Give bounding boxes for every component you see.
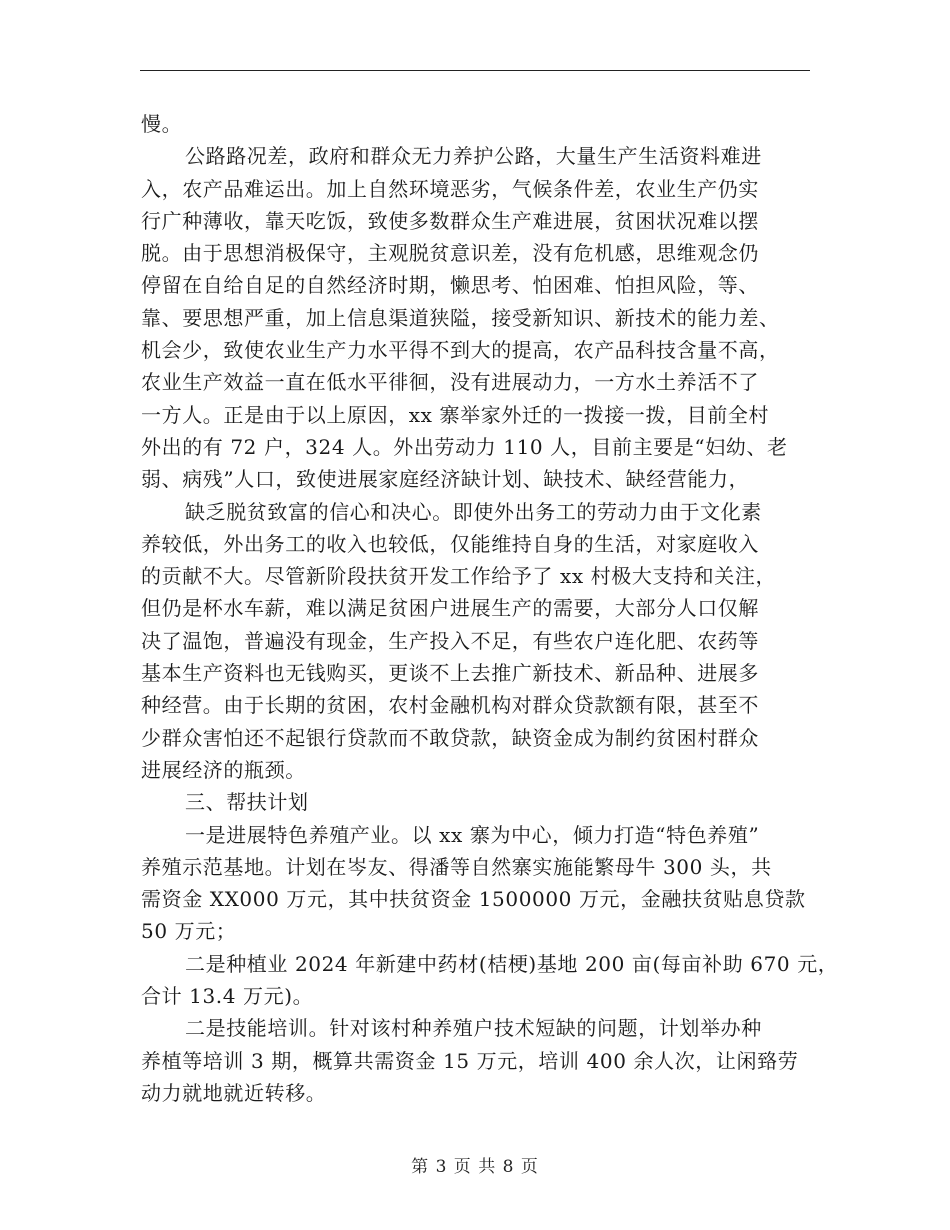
text-line: 但仍是杯水车薪，难以满足贫困户进展生产的需要，大部分人口仅解: [141, 596, 759, 621]
text-line: 农业生产效益一直在低水平徘徊，没有进展动力，一方水土养活不了: [141, 370, 759, 395]
text-line: 的贡献不大。尽管新阶段扶贫开发工作给予了 xx 村极大支持和关注，: [141, 564, 777, 589]
text-line: 慢。: [141, 112, 183, 136]
page-number-footer: 第 3 页 共 8 页: [411, 1157, 539, 1177]
text-line: 入，农产品难运出。加上自然环境恶劣，气候条件差，农业生产仍实: [141, 176, 759, 201]
text-line: 50 万元；: [141, 919, 237, 944]
text-line: 一方人。正是由于以上原因，xx 寨举家外迁的一拨接一拨，目前全村: [141, 402, 770, 427]
text-line: 三、帮扶计划: [185, 790, 309, 815]
text-line: 行广种薄收，靠天吃饭，致使多数群众生产难进展，贫困状况难以摆: [141, 208, 759, 233]
text-line: 缺乏脱贫致富的信心和决心。即使外出务工的劳动力由于文化素: [185, 499, 762, 524]
text-line: 停留在自给自足的自然经济时期，懒思考、怕困难、怕担风险，等、: [141, 273, 759, 298]
text-line: 少群众害怕还不起银行贷款而不敢贷款，缺资金成为制约贫困村群众: [141, 725, 759, 750]
text-line: 二是种植业 2024 年新建中药材(桔梗)基地 200 亩(每亩补助 670 元，: [185, 951, 839, 976]
text-line: 一是进展特色养殖产业。以 xx 寨为中心，倾力打造“特色养殖”: [185, 822, 760, 847]
text-line: 基本生产资料也无钱购买，更谈不上去推广新技术、新品种、进展多: [141, 661, 759, 686]
text-line: 靠、要思想严重，加上信息渠道狭隘，接受新知识、新技术的能力差、: [141, 305, 780, 330]
document-body: [141, 108, 841, 1109]
text-line: 动力就地就近转移。: [141, 1080, 327, 1105]
text-line: 种经营。由于长期的贫困，农村金融机构对群众贷款额有限，甚至不: [141, 693, 759, 718]
text-line: 外出的有 72 户，324 人。外出劳动力 110 人，目前主要是“妇幼、老: [141, 434, 788, 459]
text-line: 养殖示范基地。计划在岑友、得潘等自然寨实施能繁母牛 300 头，共: [141, 854, 772, 879]
text-line: 弱、病残”人口，致使进展家庭经济缺计划、缺技术、缺经营能力，: [141, 467, 750, 492]
text-line: 需资金 XX000 万元，其中扶贫资金 1500000 万元，金融扶贫贴息贷款: [141, 887, 806, 912]
header-divider: [140, 70, 810, 71]
text-line: 进展经济的瓶颈。: [141, 757, 306, 782]
text-line: 合计 13.4 万元)。: [141, 984, 314, 1009]
text-line: 机会少，致使农业生产力水平得不到大的提高，农产品科技含量不高，: [141, 338, 780, 363]
text-line: 养植等培训 3 期，概算共需资金 15 万元，培训 400 余人次，让闲臵劳: [141, 1048, 799, 1073]
text-line: 公路路况差，政府和群众无力养护公路，大量生产生活资料难进: [185, 144, 762, 169]
text-line: 决了温饱，普遍没有现金，生产投入不足，有些农户连化肥、农药等: [141, 628, 759, 653]
text-line: 二是技能培训。针对该村种养殖户技术短缺的问题，计划举办种: [185, 1016, 762, 1041]
text-line: 脱。由于思想消极保守，主观脱贫意识差，没有危机感，思维观念仍: [141, 241, 759, 266]
text-line: 养较低，外出务工的收入也较低，仅能维持自身的生活，对家庭收入: [141, 531, 759, 556]
